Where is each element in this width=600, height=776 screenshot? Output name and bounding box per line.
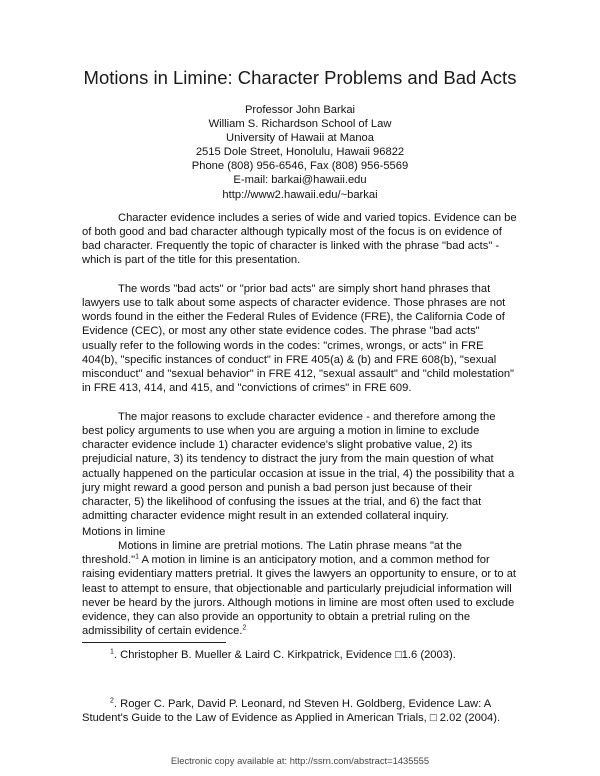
author-university: University of Hawaii at Manoa: [226, 132, 374, 145]
footnote-text: . Christopher B. Mueller & Laird C. Kirkpatrick, Evidence □1.6 (2003).: [113, 649, 456, 661]
author-name: Professor John Barkai: [244, 104, 356, 116]
paragraph-line: lawyers use to talk about some aspects of character evidence. Those phrases are not: [82, 297, 506, 310]
author-address: 2515 Dole Street, Honolulu, Hawaii 96822: [195, 146, 405, 159]
author-block: [0, 103, 600, 202]
line-text: admissibility of certain evidence.: [82, 625, 243, 638]
author-email: E-mail: barkai@hawaii.edu: [233, 174, 367, 187]
footnote-ref-2[interactable]: 2: [242, 624, 247, 632]
paragraph-line: never be heard by the jurors. Although motions in limine are most often used to exclude: [82, 596, 515, 609]
paragraph-line: usually refer to the following words in the codes: "crimes, wrongs, or acts" in FRE: [82, 339, 484, 352]
footnote-text: . Roger C. Park, David P. Leonard, nd Steven H. Goldberg, Evidence Law: A: [113, 698, 492, 710]
author-school: William S. Richardson School of Law: [208, 118, 392, 131]
paragraph-line: Motions in limine are pretrial motions. The Latin phrase means "at the: [118, 540, 462, 553]
paragraph-line: of both good and bad character although typically most of the focus is on evidence of: [82, 226, 502, 239]
paragraph-line: least to attempt to ensure, that objectionable and particularly prejudicial information will: [82, 582, 512, 595]
section-heading: Motions in limine: [82, 526, 166, 538]
paper-title: Motions in Limine: Character Problems and Bad Acts: [83, 67, 517, 88]
paragraph-line: which is part of the title for this presentation.: [82, 254, 301, 267]
paragraph-line: Character evidence includes a series of wide and varied topics. Evidence can be: [118, 212, 517, 224]
footnote-line: [110, 648, 522, 662]
paragraph-2: [82, 282, 522, 395]
paragraph-line: character evidence include 1) character evidence's slight probative value, 2) its: [82, 439, 473, 452]
footnote-divider: [82, 642, 226, 643]
paragraph-line: bad character. Frequently the topic of character is linked with the phrase "bad acts" -: [82, 240, 500, 253]
author-phone-fax: Phone (808) 956-6546, Fax (808) 956-5569: [191, 160, 409, 173]
ssrn-footer[interactable]: Electronic copy available at: http://ssrn.com/abstract=1435555: [170, 755, 430, 766]
footnote-mark: 2: [110, 697, 114, 705]
paragraph-line: character, 5) the likelihood of confusing the issues at the trial, and 6) the fact that: [82, 495, 482, 508]
footnote-line: [82, 697, 522, 711]
paragraph-line: raising evidentiary matters pretrial. It gives the lawyers an opportunity to ensure, or to at: [82, 568, 517, 581]
paragraph-line: misconduct" and "sexual behavior" in FRE 412, "sexual assault" and "child molestation": [82, 367, 515, 380]
line-text: threshold.": [82, 554, 136, 567]
paragraph-line: admitting character evidence might result in an extended collateral inquiry.: [82, 510, 449, 523]
paragraph-line: The major reasons to exclude character evidence - and therefore among the: [118, 411, 496, 423]
paragraph-line: prejudicial nature, 3) its tendency to distract the jury from the main question of what: [82, 453, 494, 466]
paragraph-line: The words "bad acts" or "prior bad acts" are simply short hand phrases that: [118, 283, 491, 295]
paragraph-line: Evidence (CEC), or most any other state evidence codes. The phrase "bad acts": [82, 325, 480, 338]
paragraph-line: best policy arguments to use when you are arguing a motion in limine to exclude: [82, 425, 480, 438]
footnote-ref-1[interactable]: 1: [135, 553, 140, 561]
paragraph-line: 404(b), "specific instances of conduct" in FRE 405(a) & (b) and FRE 608(b), "sexual: [82, 353, 497, 366]
paragraph-line: jury might reward a good person and punish a bad person just because of their: [82, 481, 472, 494]
line-text: A motion in limine is an anticipatory motion, and a common method for: [139, 554, 490, 567]
paragraph-1: [82, 211, 522, 268]
paragraph-3: [82, 410, 522, 523]
author-url: http://www2.hawaii.edu/~barkai: [222, 188, 378, 201]
paragraph-line: actually happened on the particular occasion at issue in the trial, 4) the possibility that a: [82, 467, 515, 480]
paragraph-line: in FRE 413, 414, and 415, and "convictions of crimes" in FRE 609.: [82, 382, 412, 395]
paragraph-line: [82, 553, 522, 567]
footnote-line: Student's Guide to the Law of Evidence as Applied in American Trials, □ 2.02 (2004).: [82, 712, 501, 725]
footnote-1: [82, 648, 522, 662]
paragraph-line: evidence, they can also provide an opportunity to obtain a pretrial ruling on the: [82, 610, 471, 623]
paragraph-4: [82, 525, 522, 638]
paragraph-line: words found in the either the Federal Rules of Evidence (FRE), the California Code of: [82, 311, 505, 324]
paragraph-line: [82, 624, 522, 638]
footnote-2: [82, 697, 522, 725]
footnote-mark: 1: [110, 648, 114, 656]
